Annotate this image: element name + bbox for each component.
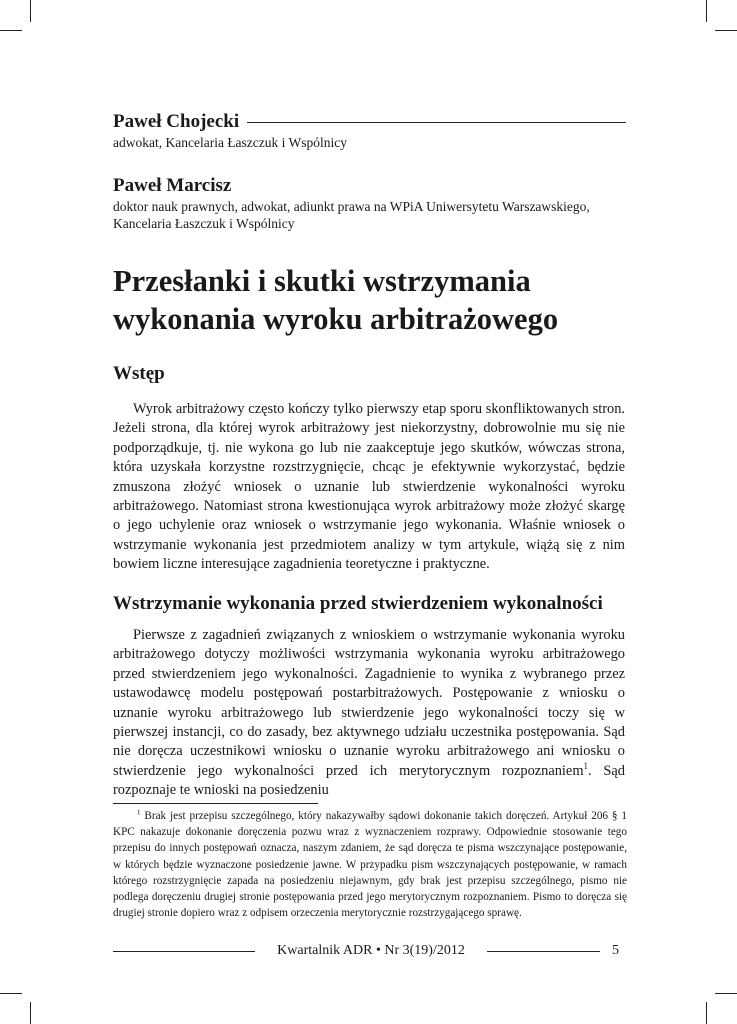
footnote-text: Brak jest przepisu szczególnego, który nakazywałby sądowi dokonanie takich doręczeń. Artykuł 206 § 1 KPC nakazuje dokonanie doręczenia pozwu wraz z wyznaczeniem rozprawy. Odpowiednie stosowanie tego przepisu do innych postępowań oznacza, naszym zdaniem, że sąd doręcza te pisma wszczynające postępowanie, w których będzie wyznaczone posiedzenie jawne. W przypadku pism wszczynających postępowanie, w ramach którego rozstrzygnięcie zapada na posiedzeniu niejawnym, gdy brak jest przepisu szczególnego, pismo nie podlega doręczeniu drugiej stronie postępowania przed jego merytorycznym rozpoznaniem. Pismo to doręcza się drugiej stronie dopiero wraz z odpisem orzeczenia merytorycznie rozstrzygającego sprawę. xyxy=(113,810,628,920)
author-affiliation: adwokat, Kancelaria Łaszczuk i Wspólnicy xyxy=(113,135,348,150)
section-heading: Wstrzymanie wykonania przed stwierdzeniem wykonalności xyxy=(113,593,603,614)
page-number: 5 xyxy=(612,943,619,958)
author-affiliation: doktor nauk prawnych, adwokat, adiunkt prawa na WPiA Uniwersytetu Warszawskiego, xyxy=(113,199,590,214)
crop-mark xyxy=(0,993,22,994)
footer-rule xyxy=(487,951,600,952)
crop-mark xyxy=(715,993,737,994)
crop-mark xyxy=(0,30,22,31)
author-rule xyxy=(247,122,626,123)
author-name: Paweł Chojecki xyxy=(113,111,240,132)
footer-rule xyxy=(113,951,255,952)
paragraph-text: Wyrok arbitrażowy często kończy tylko pierwszy etap sporu skonfliktowanych stron. Jeżeli strona, dla której wyrok arbitrażowy jest niekorzystny, dobrowolnie mu się nie podporządkuje, tj. nie wykona go lub nie zaakceptuje jego skutków, wówczas strona, która uzyskała korzystne rozstrzygnięcie, chcąc je efektywnie wykorzystać, będzie zmuszona złożyć wniosek o uznanie lub stwierdzenie wykonalności wyroku arbitrażowego. Natomiast strona kwestionująca wyrok arbitrażowy może złożyć skargę o jego uchylenie oraz wniosek o wstrzymanie jego wykonania. Właśnie wniosek o wstrzymanie wykonania jest przedmiotem analizy w tym artykule, wiążą się z nim bowiem liczne interesujące zagadnienia teoretyczne i praktyczne. xyxy=(113,401,625,573)
body-paragraph xyxy=(113,626,625,801)
footnote-number: 1 xyxy=(137,808,141,817)
body-paragraph xyxy=(113,400,625,575)
crop-mark xyxy=(30,1002,31,1024)
author-name: Paweł Marcisz xyxy=(113,175,232,196)
section-heading: Wstęp xyxy=(113,363,165,384)
footnote xyxy=(113,808,627,921)
crop-mark xyxy=(706,0,707,22)
crop-mark xyxy=(715,30,737,31)
journal-name: Kwartalnik ADR • Nr 3(19)/2012 xyxy=(277,943,465,958)
footnote-rule xyxy=(113,803,318,804)
article-title-line: wykonania wyroku arbitrażowego xyxy=(113,302,559,336)
footnote-reference[interactable]: 1 xyxy=(583,761,588,772)
crop-mark xyxy=(706,1002,707,1024)
author-affiliation: Kancelaria Łaszczuk i Wspólnicy xyxy=(113,216,295,231)
paragraph-text: Pierwsze z zagadnień związanych z wnioskiem o wstrzymanie wykonania wyroku arbitrażowego dotyczy możliwości wstrzymania wykonania wyroku arbitrażowego przed stwierdzeniem jego wykonalności. Zagadnienie to wynika z wybranego przez ustawodawcę modelu postępowań postarbitrażowych. Postępowanie z wniosku o uznanie wyroku arbitrażowego lub stwierdzenie jego wykonalności toczy się w pierwszej instancji, co do zasady, bez aktywnego udziału uczestnika postępowania. Sąd nie doręcza uczestnikowi wniosku o uznanie wyroku arbitrażowego ani wniosku o stwierdzenie jego wykonalności przed ich merytorycznym rozpoznaniem xyxy=(113,627,625,779)
crop-mark xyxy=(30,0,31,22)
paragraph-text: . Sąd rozpoznaje te wnioski na posiedzeniu xyxy=(113,762,625,799)
article-title-line: Przesłanki i skutki wstrzymania xyxy=(113,264,531,298)
article-title xyxy=(113,262,633,338)
